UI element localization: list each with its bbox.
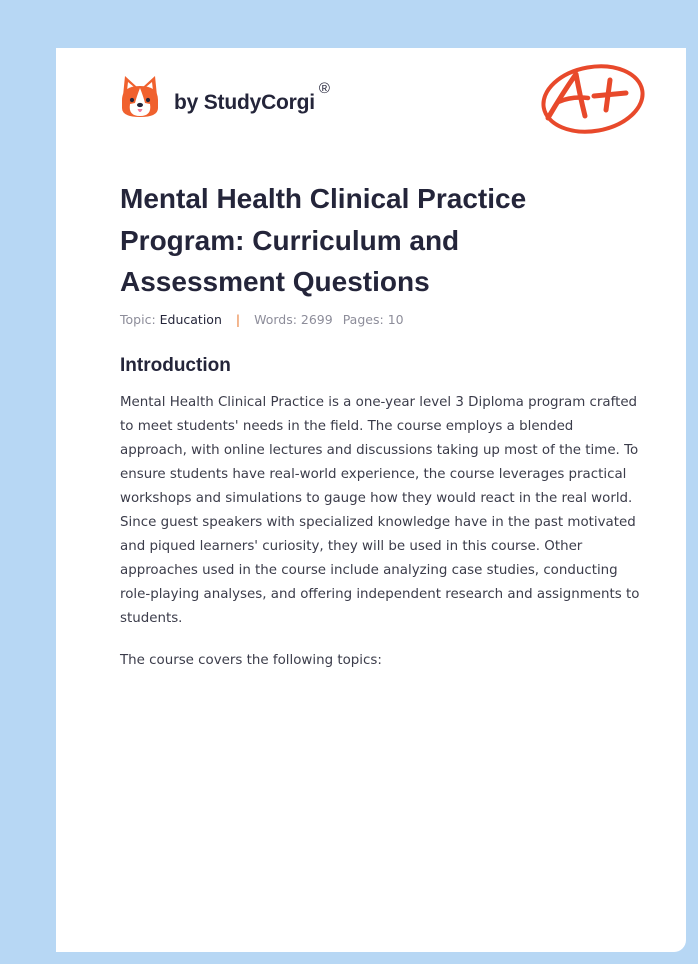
meta-separator: | [235,312,241,327]
corgi-logo-icon [120,75,160,121]
words-label: Words: [254,312,297,327]
intro-paragraph: Mental Health Clinical Practice is a one-year level 3 Diploma program crafted to meet students' needs in the field. The course employs a blended approach, with online lectures and discussions taking up most of the time. To ensure students have real-world experience, the course leverages practical workshops and simulations to gauge how they would react in the real world. Since guest speakers with specialized knowledge have in the past motivated and piqued learners' curiosity, they will be used in this course. Other approaches used in the course include analyzing case studies, conducting role-playing analyses, and offering independent research and assignments to students. [120,395,640,626]
section-heading-introduction: Introduction [120,355,231,376]
topic-link[interactable]: Education [159,312,222,327]
words-value: 2699 [300,312,333,327]
topics-intro-paragraph: The course covers the following topics: [120,653,382,668]
a-plus-grade-icon [538,60,648,140]
registered-mark: ® [318,79,330,97]
document-page [56,48,686,952]
logo-text: by StudyCorgi [174,91,315,114]
pages-value: 10 [387,312,404,327]
pages-label: Pages: [342,312,384,327]
document-title: Mental Health Clinical Practice Program: Curriculum and Assessment Questions [120,183,527,297]
document-meta [120,312,404,327]
topic-label: Topic: [120,312,156,327]
studycorgi-logo[interactable] [120,75,330,121]
